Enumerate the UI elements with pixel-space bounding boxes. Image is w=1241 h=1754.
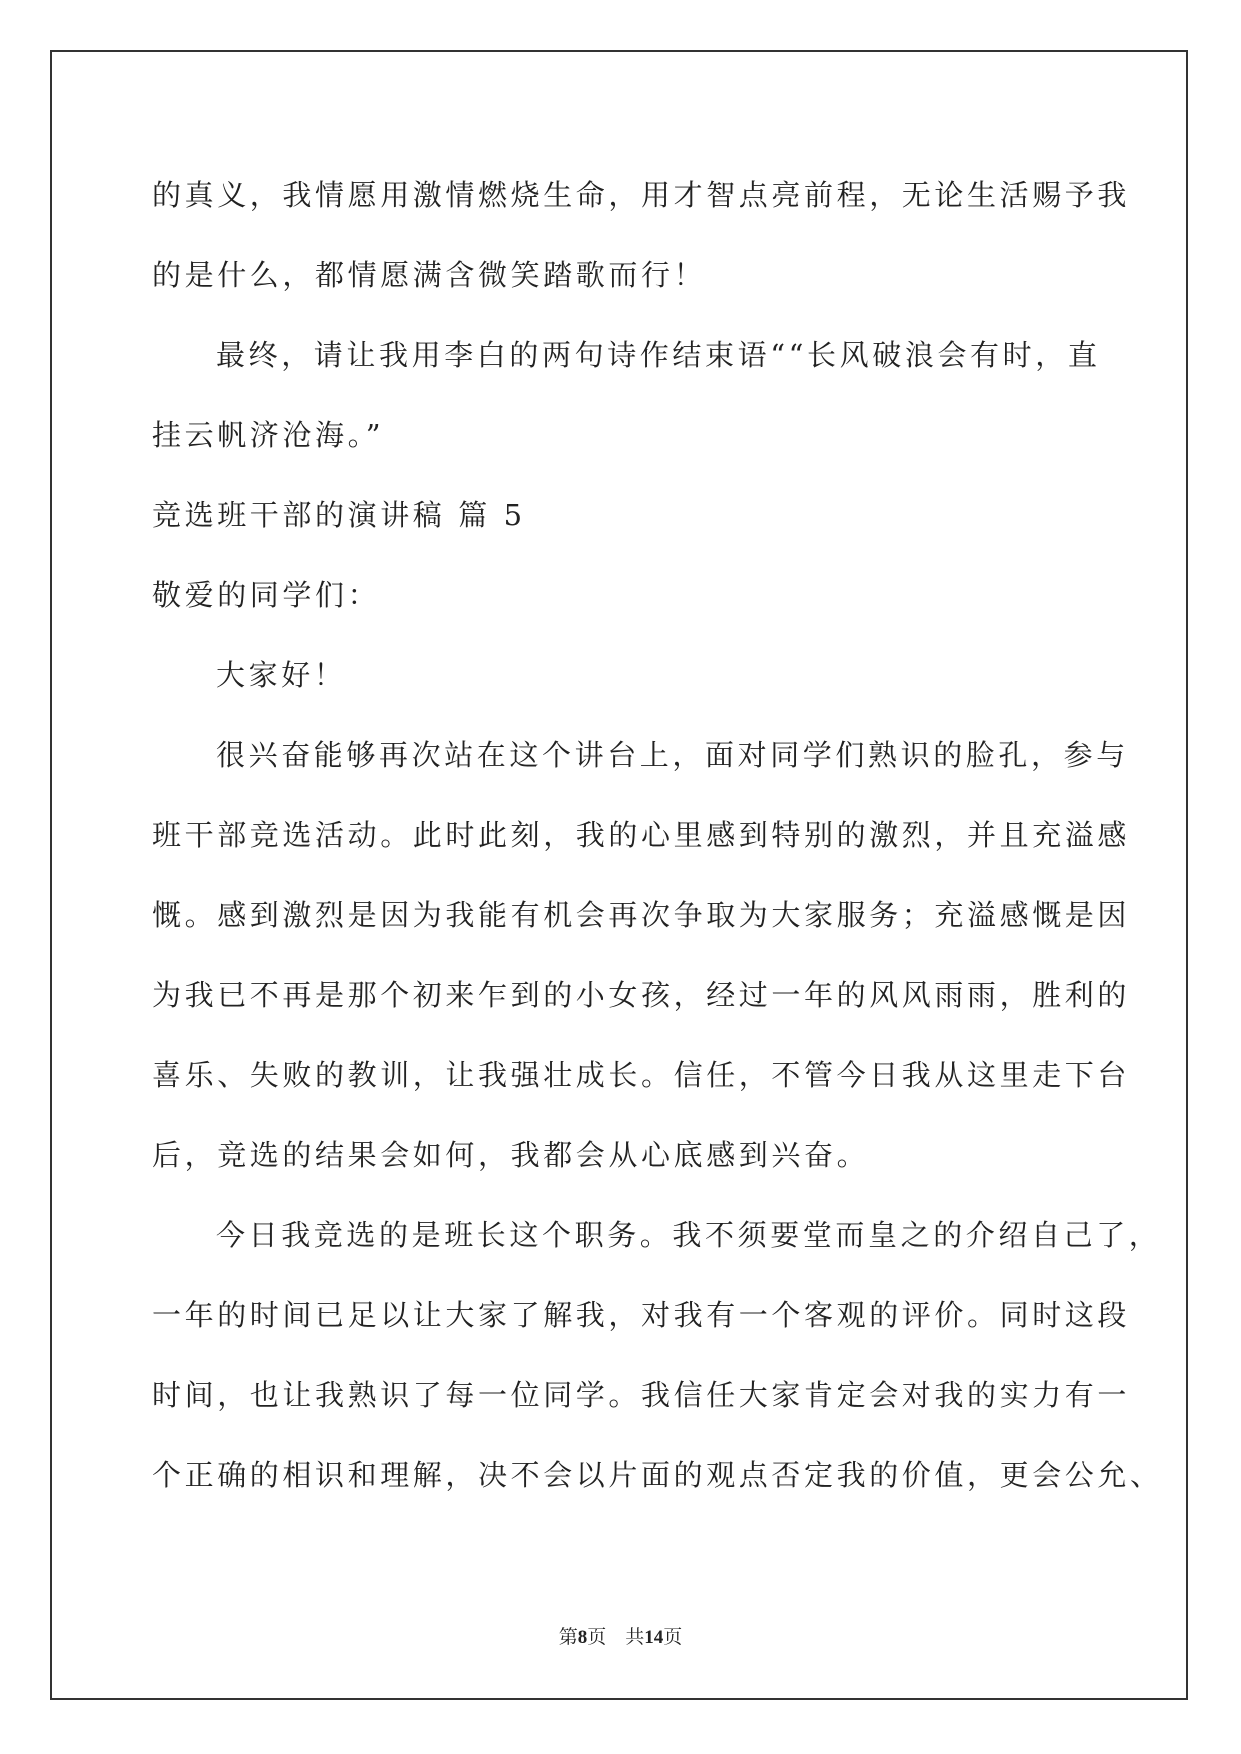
text-line-12: 喜乐、失败的教训，让我强壮成长。信任，不管今日我从这里走下台 [152,1058,1131,1092]
text-line-3: 最终，请让我用李白的两句诗作结束语““长风破浪会有时，直 [216,338,1101,372]
text-line-15: 一年的时间已足以让大家了解我，对我有一个客观的评价。同时这段 [152,1298,1131,1332]
text-line-10: 慨。感到激烈是因为我能有机会再次争取为大家服务；充溢感慨是因 [152,898,1131,932]
text-line-13: 后，竞选的结果会如何，我都会从心底感到兴奋。 [152,1138,870,1172]
greeting: 大家好！ [216,658,347,692]
text-line-11: 为我已不再是那个初来乍到的小女孩，经过一年的风风雨雨，胜利的 [152,978,1131,1012]
total-prefix: 共 [625,1627,645,1648]
text-line-14: 今日我竞选的是班长这个职务。我不须要堂而皇之的介绍自己了， [216,1218,1162,1252]
document-body [152,155,1163,1515]
total-pages: 14 [644,1627,664,1648]
page-footer [0,1622,1241,1649]
text-line-16: 时间，也让我熟识了每一位同学。我信任大家肯定会对我的实力有一 [152,1378,1131,1412]
text-line-1: 的真义，我情愿用激情燃烧生命，用才智点亮前程，无论生活赐予我 [152,178,1131,212]
text-line-9: 班干部竞选活动。此时此刻，我的心里感到特别的激烈，并且充溢感 [152,818,1131,852]
total-suffix: 页 [663,1627,683,1648]
salutation: 敬爱的同学们： [152,578,381,612]
page-number: 8 [577,1627,588,1648]
text-line-2: 的是什么，都情愿满含微笑踏歌而行！ [152,258,707,292]
page-suffix: 页 [587,1627,607,1648]
text-line-17: 个正确的相识和理解，决不会以片面的观点否定我的价值，更会公允、 [152,1458,1163,1492]
page-prefix: 第 [558,1627,578,1648]
text-line-8: 很兴奋能够再次站在这个讲台上，面对同学们熟识的脸孔，参与 [216,738,1129,772]
text-line-4: 挂云帆济沧海。” [152,418,385,452]
section-heading: 竞选班干部的演讲稿 篇 5 [152,498,526,532]
